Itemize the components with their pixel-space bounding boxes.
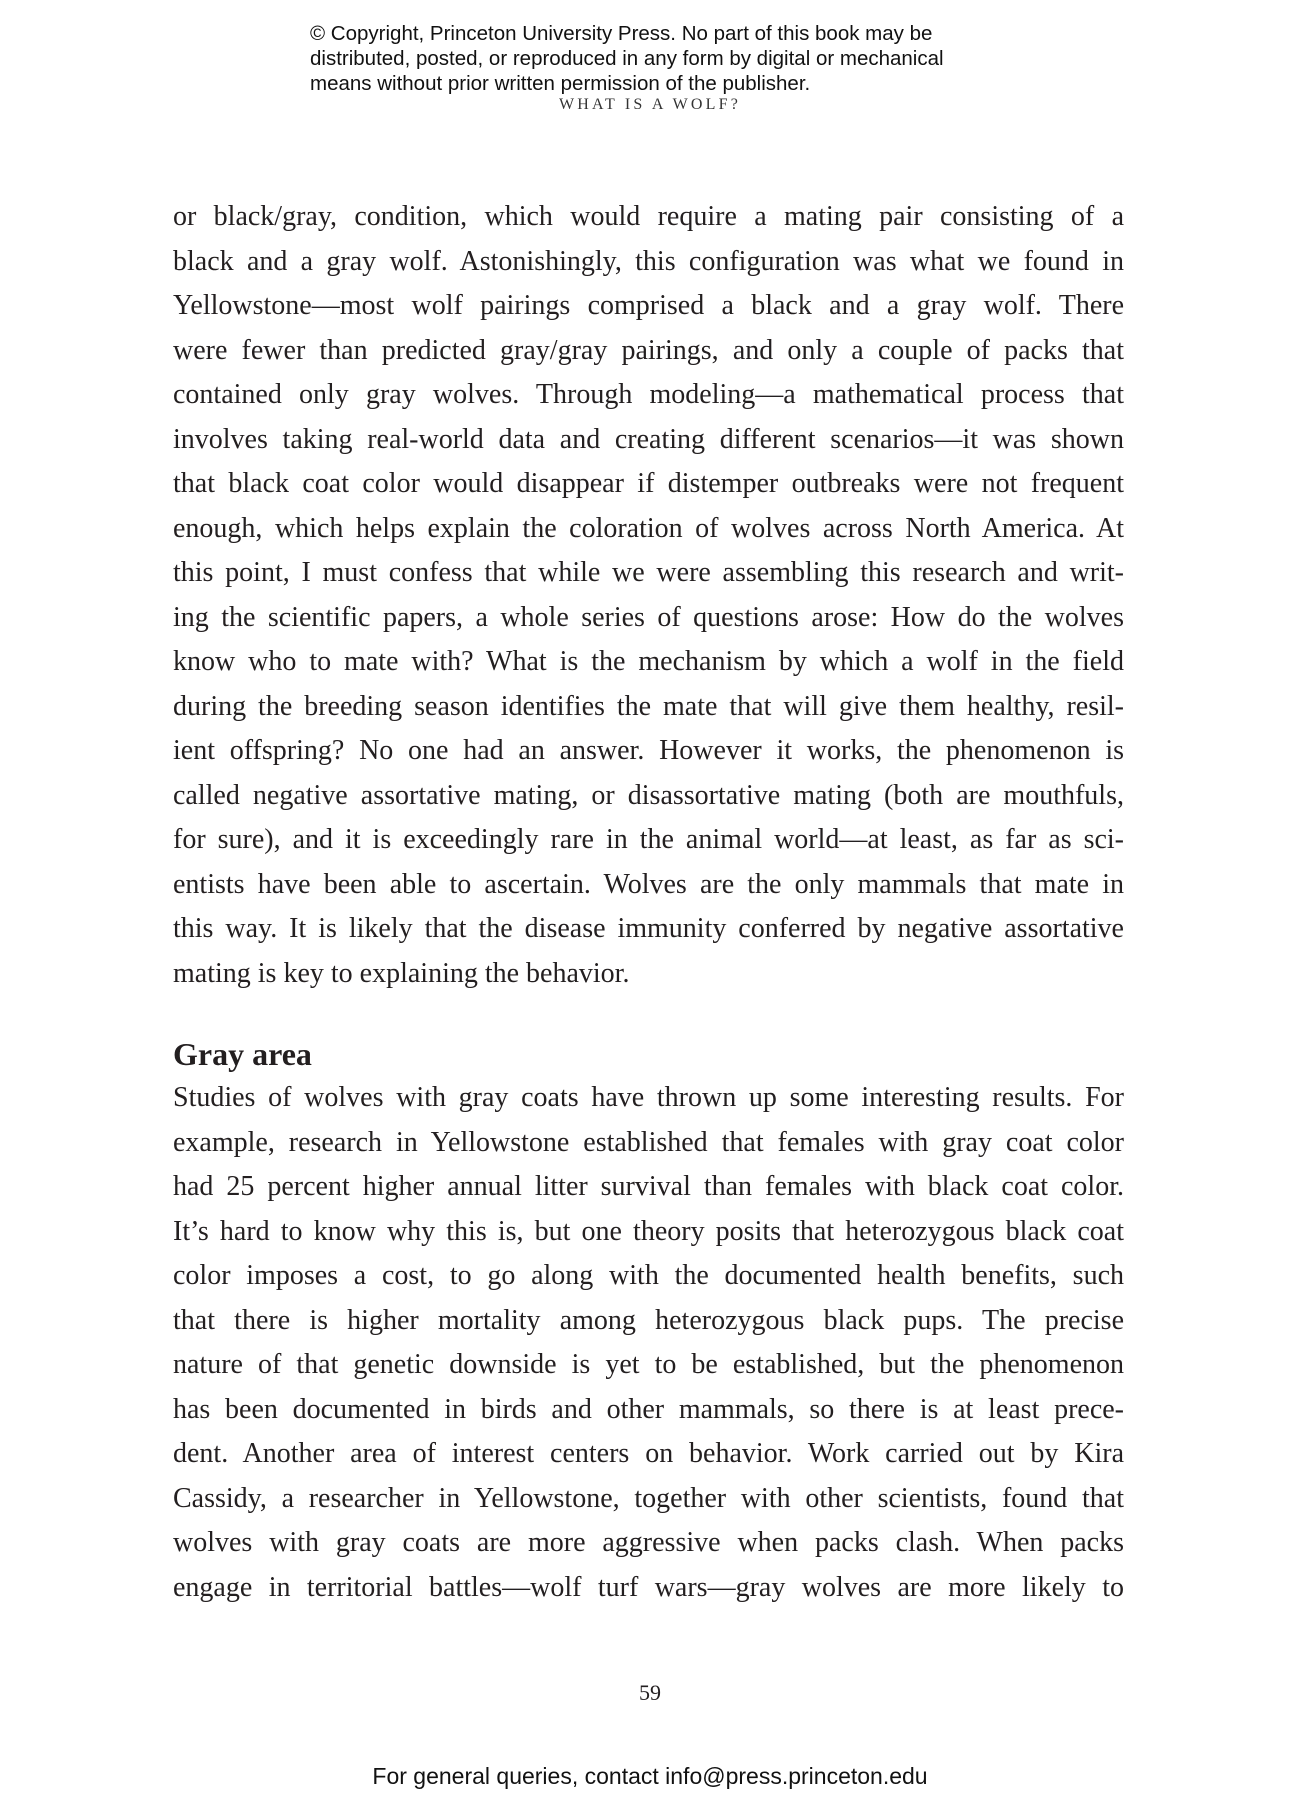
text-line: had 25 percent higher annual litter survival than females with black coat color. [173, 1171, 1124, 1202]
text-line: know who to mate with? What is the mechanism by which a wolf in the field [173, 646, 1124, 677]
text-line: engage in territorial battles—wolf turf wars—gray wolves are more likely to [173, 1571, 1124, 1603]
paragraph-1 [173, 195, 1124, 996]
footer-contact: For general queries, contact info@press.princeton.edu [372, 1763, 928, 1789]
copyright-line: © Copyright, Princeton University Press. No part of this book may be [310, 22, 933, 45]
text-line: wolves with gray coats are more aggressive when packs clash. When packs [173, 1527, 1124, 1558]
text-line: enough, which helps explain the coloration of wolves across North America. At [173, 512, 1124, 544]
text-line: were fewer than predicted gray/gray pairings, and only a couple of packs that [173, 334, 1124, 366]
copyright-notice [310, 21, 1070, 96]
text-line: that black coat color would disappear if distemper outbreaks were not frequent [173, 468, 1124, 499]
text-line: for sure), and it is exceedingly rare in the animal world—at least, as far as sci- [173, 824, 1124, 855]
page-number: 59 [639, 1680, 661, 1705]
text-line: during the breeding season identifies the mate that will give them healthy, resil- [173, 690, 1124, 722]
copyright-line: means without prior written permission of the publisher. [310, 72, 811, 95]
text-line: involves taking real-world data and creating different scenarios—it was shown [173, 423, 1124, 455]
text-line: this point, I must confess that while we were assembling this research and writ- [173, 557, 1124, 588]
text-line: ing the scientific papers, a whole series of questions arose: How do the wolves [173, 601, 1124, 633]
text-line: example, research in Yellowstone established that females with gray coat color [173, 1126, 1124, 1158]
text-line: dent. Another area of interest centers on behavior. Work carried out by Kira [173, 1438, 1124, 1469]
paragraph-2 [173, 1076, 1124, 1610]
text-line: It’s hard to know why this is, but one theory posits that heterozygous black coat [173, 1215, 1124, 1247]
running-head: WHAT IS A WOLF? [558, 96, 742, 113]
body-text [173, 195, 1124, 1610]
copyright-line: distributed, posted, or reproduced in any form by digital or mechanical [310, 47, 944, 70]
text-line: that there is higher mortality among heterozygous black pups. The precise [173, 1304, 1124, 1336]
text-line: contained only gray wolves. Through modeling—a mathematical process that [173, 379, 1124, 410]
text-line: mating is key to explaining the behavior. [173, 957, 630, 989]
text-line: or black/gray, condition, which would require a mating pair consisting of a [173, 201, 1124, 232]
text-line: nature of that genetic downside is yet to be established, but the phenomenon [173, 1349, 1124, 1380]
text-line: this way. It is likely that the disease immunity conferred by negative assortative [173, 913, 1124, 944]
text-line: Yellowstone—most wolf pairings comprised a black and a gray wolf. There [173, 290, 1124, 321]
section-heading: Gray area [173, 1036, 312, 1072]
text-line: entists have been able to ascertain. Wolves are the only mammals that mate in [173, 868, 1124, 900]
text-line: has been documented in birds and other mammals, so there is at least prece- [173, 1393, 1124, 1425]
text-line: black and a gray wolf. Astonishingly, this configuration was what we found in [173, 245, 1124, 277]
text-line: Studies of wolves with gray coats have thrown up some interesting results. For [173, 1082, 1124, 1113]
text-line: ient offspring? No one had an answer. However it works, the phenomenon is [173, 735, 1124, 766]
text-line: called negative assortative mating, or disassortative mating (both are mouthfuls, [173, 779, 1124, 811]
text-line: Cassidy, a researcher in Yellowstone, together with other scientists, found that [173, 1482, 1124, 1514]
text-line: color imposes a cost, to go along with the documented health benefits, such [173, 1260, 1124, 1291]
